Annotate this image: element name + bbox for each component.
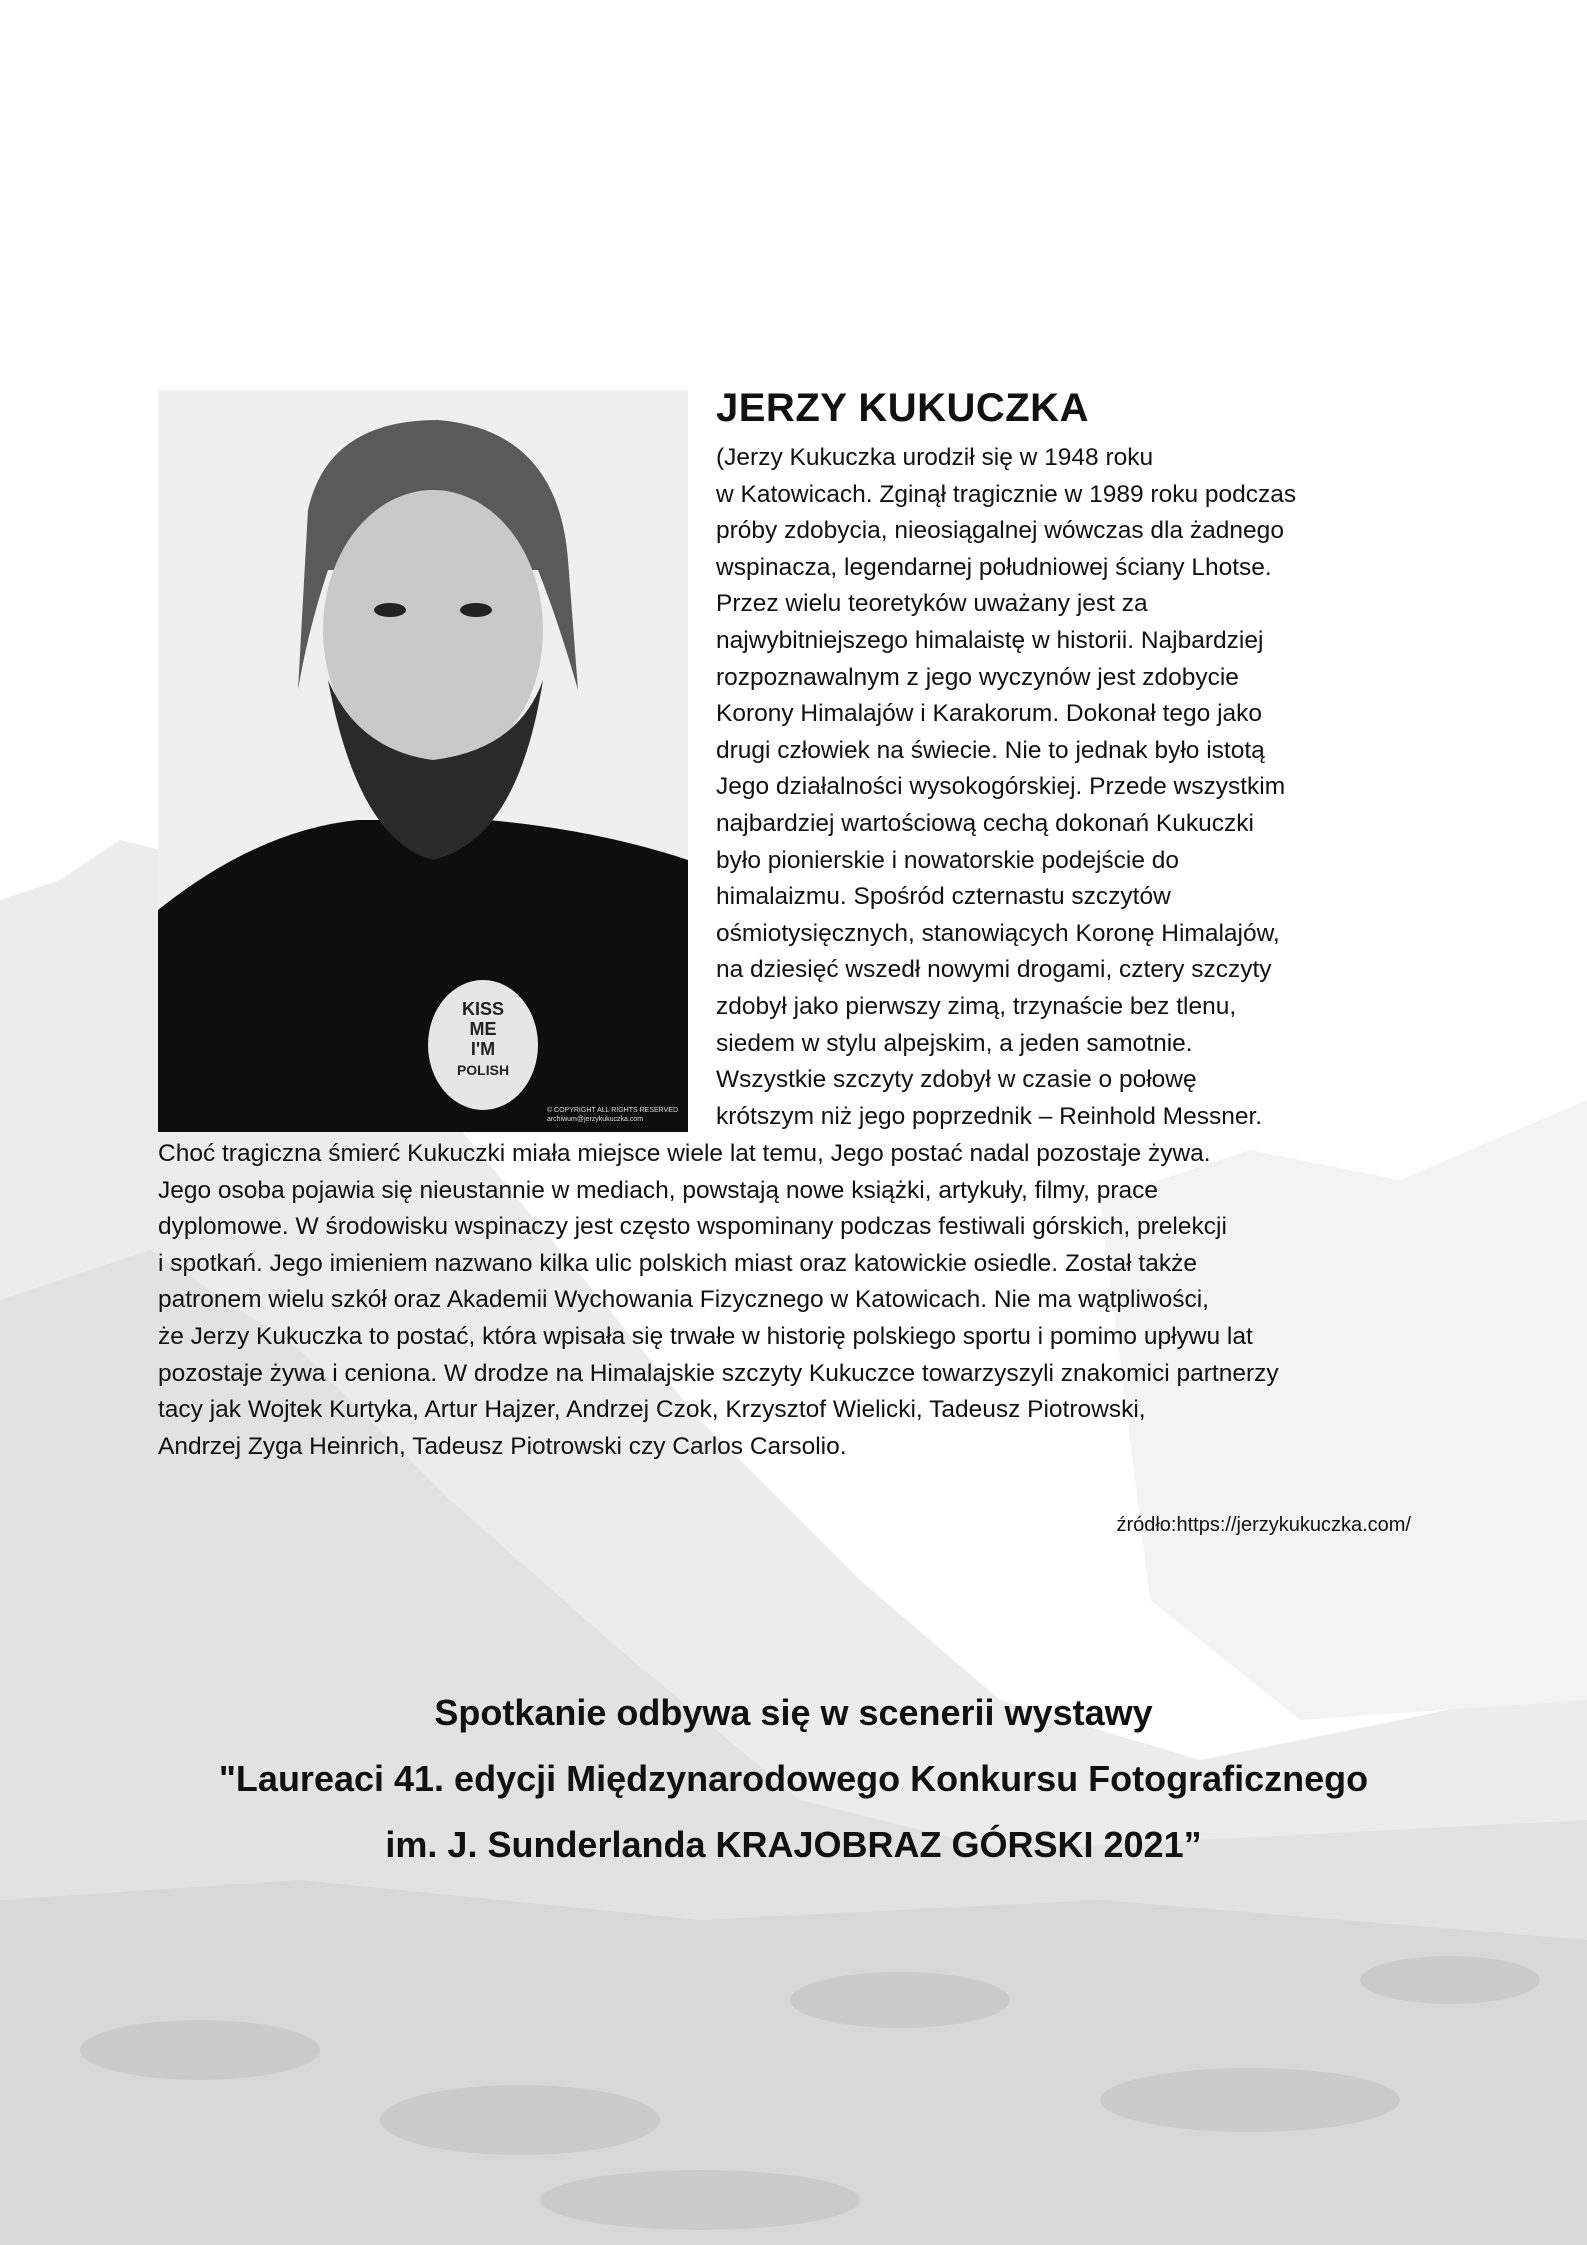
- text-line: Jego osoba pojawia się nieustannie w mediach, powstają nowe książki, artykuły, filmy, prace: [158, 1176, 1159, 1204]
- text-line: Korony Himalajów i Karakorum. Dokonał tego jako: [716, 700, 1263, 728]
- text-line: (Jerzy Kukuczka urodził się w 1948 roku: [716, 444, 1154, 471]
- badge-text: KISS: [461, 999, 505, 1019]
- portrait-illustration: [158, 390, 688, 1132]
- text-line: dyplomowe. W środowisku wspinaczy jest często wspominany podczas festiwali górskich, prelekcji: [158, 1213, 1227, 1241]
- source-link: źródło:https://jerzykukuczka.com/: [1116, 1514, 1411, 1536]
- text-line: patronem wielu szkół oraz Akademii Wychowania Fizycznego w Katowicach. Nie ma wątpliwości,: [158, 1286, 1209, 1314]
- text-line: było pionierskie i nowatorskie podejście do: [716, 846, 1180, 874]
- event-line: "Laureaci 41. edycji Międzynarodowego Konkursu Fotograficznego: [218, 1758, 1369, 1799]
- event-line: Spotkanie odbywa się w scenerii wystawy: [434, 1692, 1153, 1733]
- text-line: Przez wielu teoretyków uważany jest za: [716, 590, 1148, 618]
- text-line: najbardziej wartościową cechą dokonań Kukuczki: [716, 809, 1254, 837]
- text-line: pozostaje żywa i ceniona. W drodze na Himalajskie szczyty Kukuczce towarzyszyli znakomici partnerzy: [158, 1359, 1279, 1387]
- badge-text: POLISH: [456, 1062, 510, 1078]
- text-line: krótszym niż jego poprzednik – Reinhold Messner.: [716, 1102, 1263, 1130]
- text-line: na dziesięć wszedł nowymi drogami, cztery szczyty: [716, 956, 1272, 984]
- badge-text: I'M: [470, 1039, 496, 1059]
- text-line: drugi człowiek na świecie. Nie to jednak było istotą: [716, 736, 1265, 764]
- text-line: Andrzej Zyga Heinrich, Tadeusz Piotrowski czy Carlos Carsolio.: [158, 1432, 847, 1460]
- text-line: próby zdobycia, nieosiągalnej wówczas dla żadnego: [716, 517, 1284, 545]
- portrait-photo: [158, 390, 688, 1132]
- text-line: Jego działalności wysokogórskiej. Przede wszystkim: [716, 773, 1286, 801]
- copyright-line: © COPYRIGHT ALL RIGHTS RESERVED: [546, 1107, 678, 1114]
- page-title: JERZY KUKUCZKA: [716, 386, 1089, 430]
- copyright-line: archiwum@jerzykukuczka.com: [546, 1116, 644, 1123]
- text-line: ośmiotysięcznych, stanowiących Koronę Himalajów,: [716, 919, 1280, 947]
- text-line: rozpoznawalnym z jego wyczynów jest zdobycie: [716, 663, 1239, 691]
- intro-paragraph: [716, 440, 1296, 1135]
- text-line: wspinacza, legendarnej południowej ściany Lhotse.: [716, 553, 1272, 581]
- text-line: Wszystkie szczyty zdobył w czasie o połowę: [716, 1066, 1197, 1094]
- text-line: najwybitniejszego himalaistę w historii. Najbardziej: [716, 626, 1264, 654]
- main-paragraph: [158, 1136, 1279, 1465]
- text-line: tacy jak Wojtek Kurtyka, Artur Hajzer, Andrzej Czok, Krzysztof Wielicki, Tadeusz Piotrowski,: [158, 1396, 1146, 1424]
- text-line: że Jerzy Kukuczka to postać, która wpisała się trwałe w historię polskiego sportu i pomimo upływu lat: [158, 1322, 1253, 1350]
- badge-text: ME: [469, 1019, 497, 1039]
- event-announcement: [0, 1680, 1587, 1878]
- text-line: himalaizmu. Spośród czternastu szczytów: [716, 883, 1171, 911]
- photo-copyright: [547, 1106, 678, 1124]
- text-line: zdobył jako pierwszy zimą, trzynaście bez tlenu,: [716, 992, 1237, 1020]
- event-line: im. J. Sunderlanda KRAJOBRAZ GÓRSKI 2021”: [385, 1824, 1202, 1865]
- text-line: Choć tragiczna śmierć Kukuczki miała miejsce wiele lat temu, Jego postać nadal pozostaje żywa.: [158, 1140, 1211, 1167]
- text-line: i spotkań. Jego imieniem nazwano kilka ulic polskich miast oraz katowickie osiedle. Został także: [158, 1249, 1197, 1277]
- text-line: w Katowicach. Zginął tragicznie w 1989 roku podczas: [716, 480, 1297, 508]
- text-line: siedem w stylu alpejskim, a jeden samotnie.: [716, 1029, 1193, 1057]
